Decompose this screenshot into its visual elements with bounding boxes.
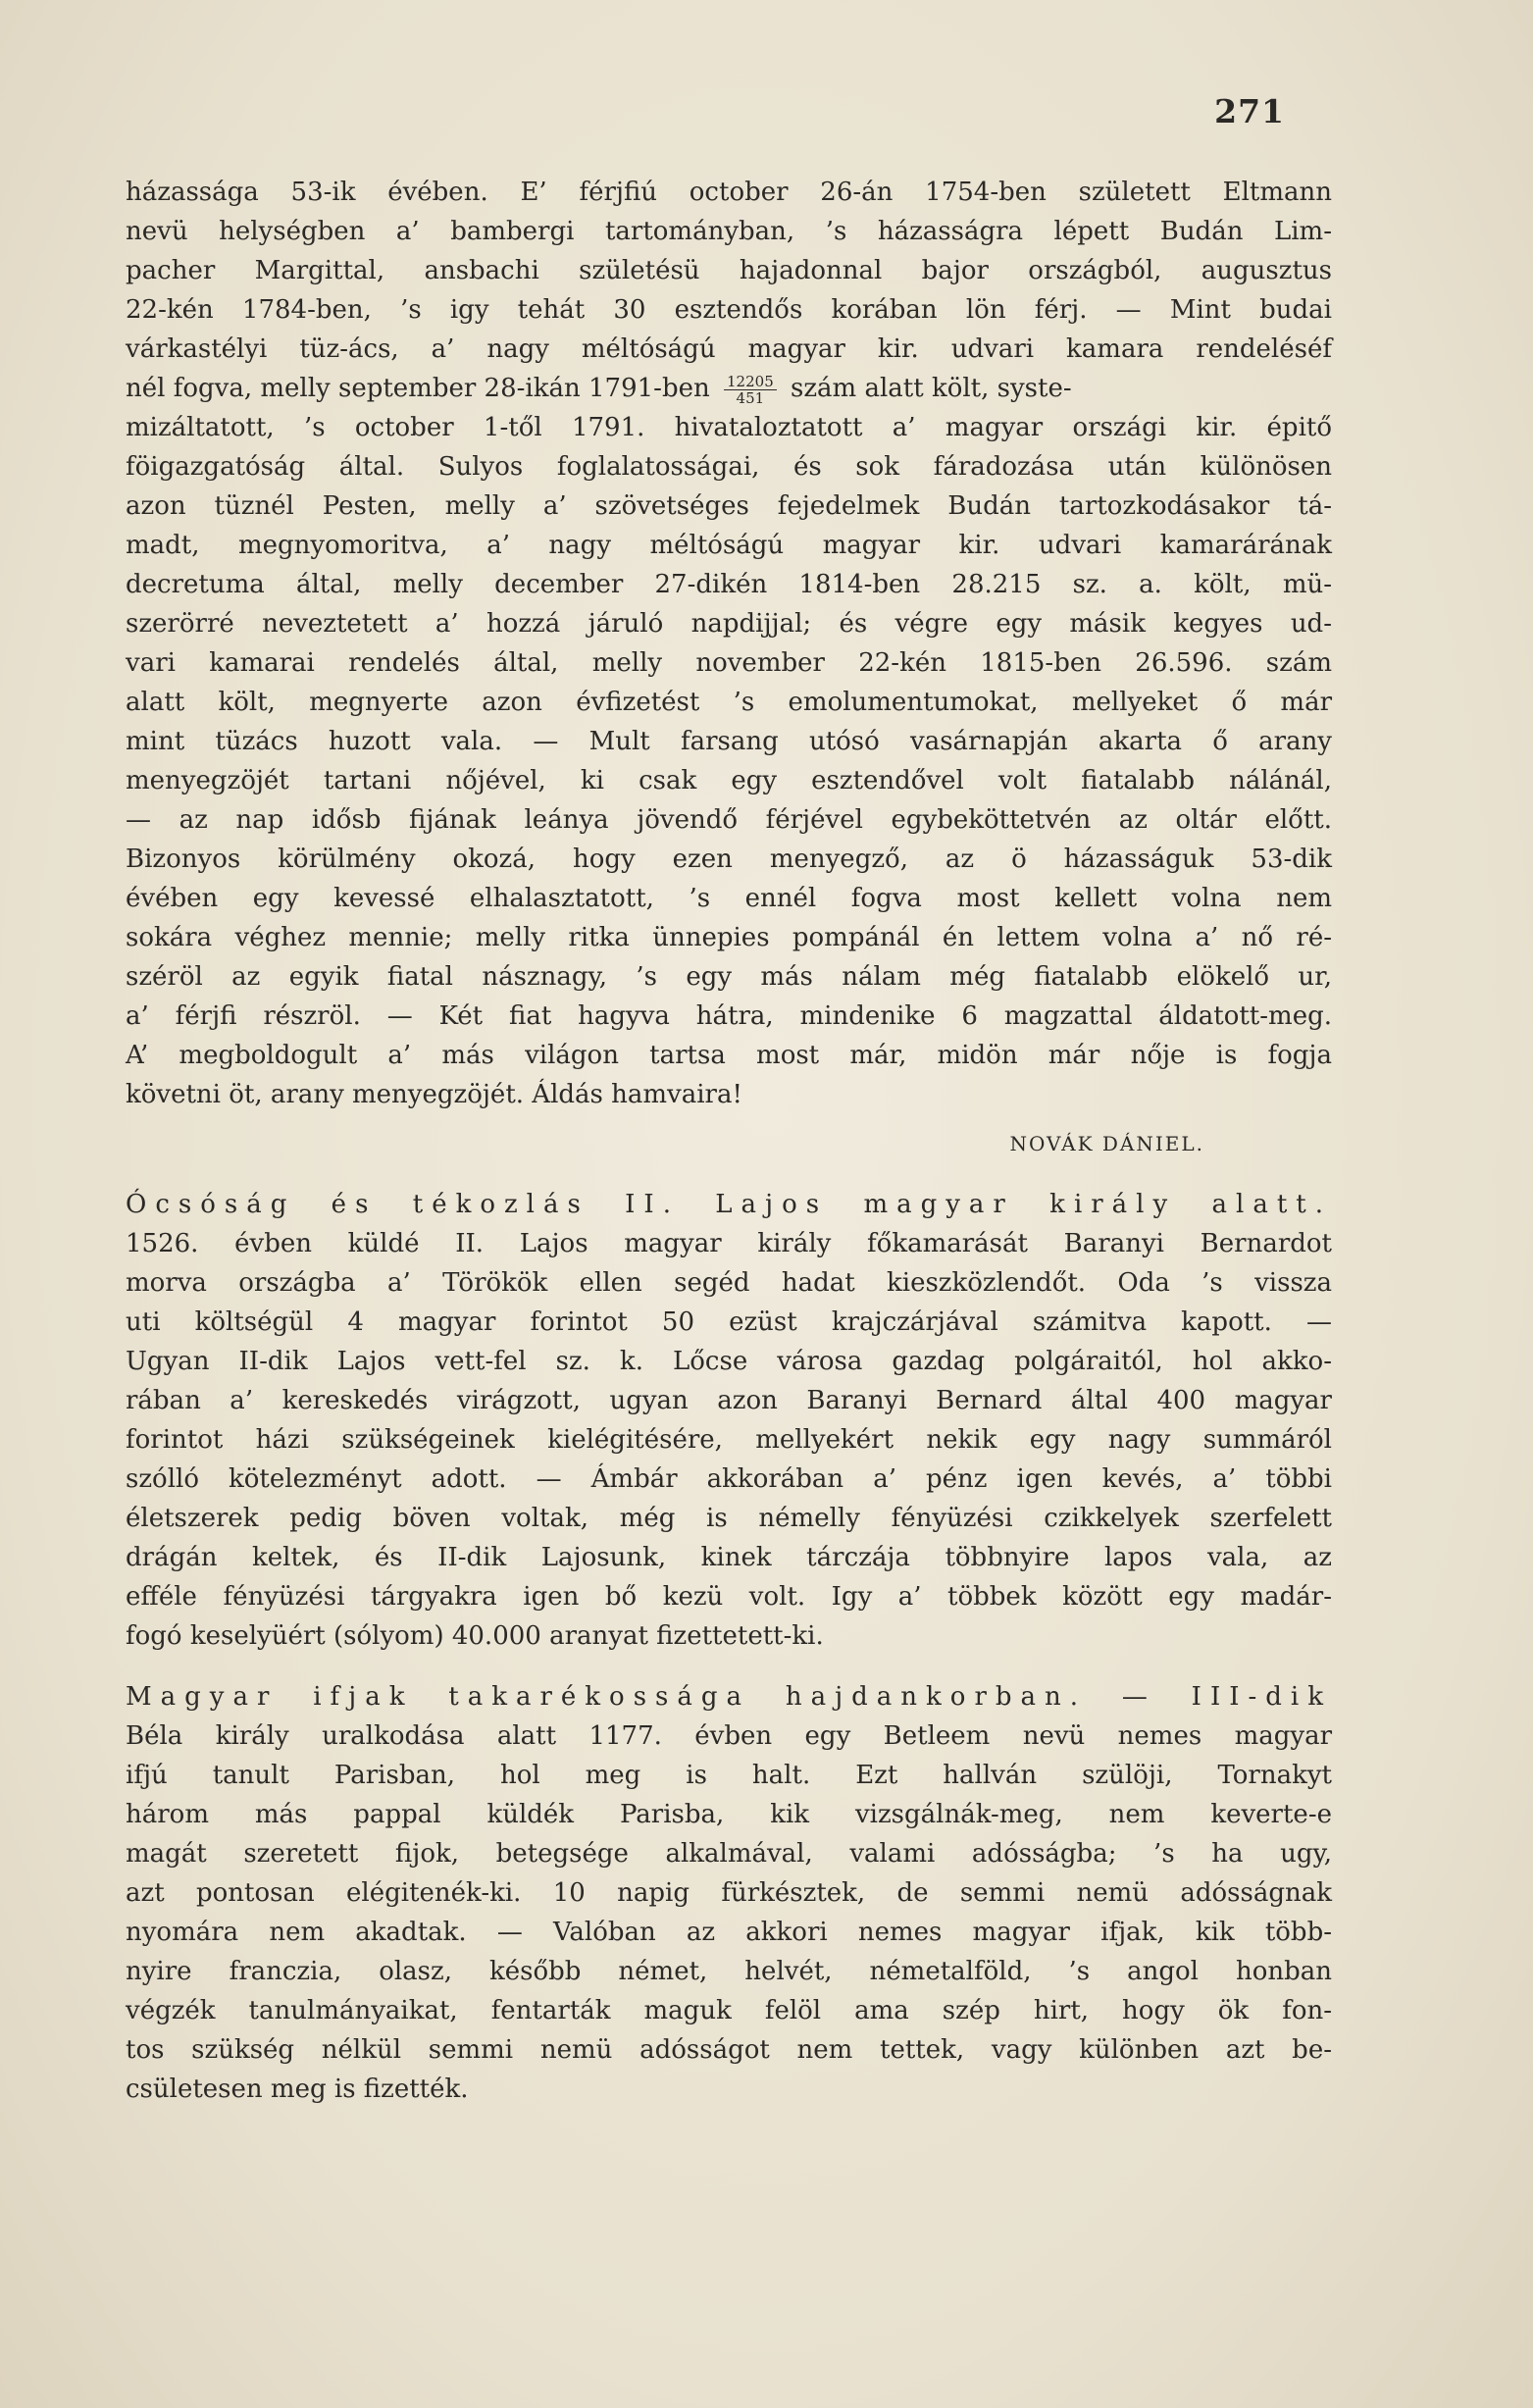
text-line: vari kamarai rendelés által, melly november 22-kén 1815-ben 26.596. szám [126,648,1332,678]
text-line: tos szükség nélkül semmi nemü adósságot nem tettek, vagy különben azt be- [126,2035,1332,2065]
section-heading-line: Ócsóság és tékozlás II. Lajos magyar király alatt. [126,1190,1332,1219]
fraction [724,374,777,406]
text-line: föigazgatóság által. Sulyos foglalatosságai, és sok fáradozása után különösen [126,452,1332,482]
text-line: szerörré neveztetett a’ hozzá járuló napdijjal; és végre egy másik kegyes ud- [126,609,1332,639]
text-line: A’ megboldogult a’ más világon tartsa most már, midön már nője is fogja [126,1041,1332,1070]
text-line: pacher Margittal, ansbachi születésü hajadonnal bajor országból, augusztus [126,256,1332,285]
text-body [126,173,1332,2109]
text-line: nevü helységben a’ bambergi tartományban, ’s házasságra lépett Budán Lim- [126,217,1332,246]
text-line: uti költségül 4 magyar forintot 50 ezüst krajczárjával számitva kapott. — [126,1307,1332,1337]
text-line: Ugyan II-dik Lajos vett-fel sz. k. Lőcse városa gazdag polgáraitól, hol akko- [126,1347,1332,1376]
text-line: várkastélyi tüz-ács, a’ nagy méltóságú magyar kir. udvari kamara rendeléséf [126,334,1332,364]
text-line: három más pappal küldék Parisba, kik vizsgálnák-meg, nem keverte-e [126,1800,1332,1829]
text-line: életszerek pedig böven voltak, még is némelly fényüzési czikkelyek szerfelett [126,1504,1332,1533]
text-line: mint tüzács huzott vala. — Mult farsang utósó vasárnapján akarta ő arany [126,727,1332,756]
text-line: végzék tanulmányaikat, fentarták maguk felöl ama szép hirt, hogy ök fon- [126,1996,1332,2025]
fraction-numerator: 12205 [724,374,777,390]
text-line: csületesen meg is fizették. [126,2075,469,2104]
text-line: — az nap idősb fijának leánya jövendő férjével egybeköttetvén az oltár előtt. [126,805,1332,835]
text-line: drágán keltek, és II-dik Lajosunk, kinek tárczája többnyire lapos vala, az [126,1543,1332,1572]
text-line: szólló kötelezményt adott. — Ámbár akkorában a’ pénz igen kevés, a’ többi [126,1464,1332,1494]
section-heading-line: Magyar ifjak takarékossága hajdankorban. — III-dik [126,1682,1332,1712]
text-line: nyomára nem akadtak. — Valóban az akkori nemes magyar ifjak, kik több- [126,1918,1332,1947]
text-line: efféle fényüzési tárgyakra igen bő kezü volt. Igy a’ többek között egy madár- [126,1582,1332,1612]
text-line: házassága 53-ik évében. E’ férjfiú october 26-án 1754-ben született Eltmann [126,178,1332,207]
text-line: évében egy kevessé elhalasztatott, ’s ennél fogva most kellett volna nem [126,884,1332,913]
text-line: madt, megnyomoritva, a’ nagy méltóságú magyar kir. udvari kamarárának [126,531,1332,560]
text-line: sokára véghez mennie; melly ritka ünnepies pompánál én lettem volna a’ nő ré- [126,923,1332,952]
text-line: Bizonyos körülmény okozá, hogy ezen menyegző, az ö házasságuk 53-dik [126,845,1332,874]
text-line: azon tüznél Pesten, melly a’ szövetséges fejedelmek Budán tartozkodásakor tá- [126,491,1332,521]
text-line-with-fraction [126,369,1332,408]
text-line: magát szeretett fijok, betegsége alkalmával, valami adósságba; ’s ha ugy, [126,1839,1332,1869]
text-line: a’ férjfi részröl. — Két fiat hagyva hátra, mindenike 6 magzattal áldatott-meg. [126,1001,1332,1031]
text-line: 22-kén 1784-ben, ’s igy tehát 30 esztendős korában lön férj. — Mint budai [126,295,1332,325]
text-line: nyire franczia, olasz, később német, helvét, németalföld, ’s angol honban [126,1957,1332,1986]
text-line: morva országba a’ Törökök ellen segéd hadat kieszközlendőt. Oda ’s vissza [126,1268,1332,1298]
line-text-after-fraction: szám alatt költ, syste- [791,374,1072,403]
text-line: forintot házi szükségeinek kielégitésére, mellyekért nekik egy nagy summáról [126,1425,1332,1455]
text-line: mizáltatott, ’s october 1-től 1791. hivataloztatott a’ magyar országi kir. épitő [126,413,1332,442]
text-line: menyegzöjét tartani nőjével, ki csak egy esztendővel volt fiatalabb nálánál, [126,766,1332,795]
text-line: fogó keselyüért (sólyom) 40.000 aranyat fizettetett-ki. [126,1621,824,1651]
text-line: széröl az egyik fiatal násznagy, ’s egy más nálam még fiatalabb elökelő ur, [126,962,1332,992]
line-text-before-fraction: nél fogva, melly september 28-ikán 1791-ben [126,374,710,403]
author-signature: NOVÁK DÁNIEL. [1009,1132,1204,1155]
fraction-denominator: 451 [736,388,765,407]
text-line: 1526. évben küldé II. Lajos magyar király főkamarását Baranyi Bernardot [126,1229,1332,1258]
text-line: Béla király uralkodása alatt 1177. évben egy Betleem nevü nemes magyar [126,1721,1332,1751]
text-line: azt pontosan elégitenék-ki. 10 napig fürkésztek, de semmi nemü adósságnak [126,1878,1332,1908]
text-line: decretuma által, melly december 27-dikén 1814-ben 28.215 sz. a. költ, mü- [126,570,1332,599]
page-number: 271 [1214,92,1285,130]
text-line: ifjú tanult Parisban, hol meg is halt. Ezt hallván szülöji, Tornakyt [126,1761,1332,1790]
text-line: követni öt, arany menyegzöjét. Áldás hamvaira! [126,1080,742,1109]
text-line: alatt költ, megnyerte azon évfizetést ’s emolumentumokat, mellyeket ő már [126,688,1332,717]
text-line: rában a’ kereskedés virágzott, ugyan azon Baranyi Bernard által 400 magyar [126,1386,1332,1415]
